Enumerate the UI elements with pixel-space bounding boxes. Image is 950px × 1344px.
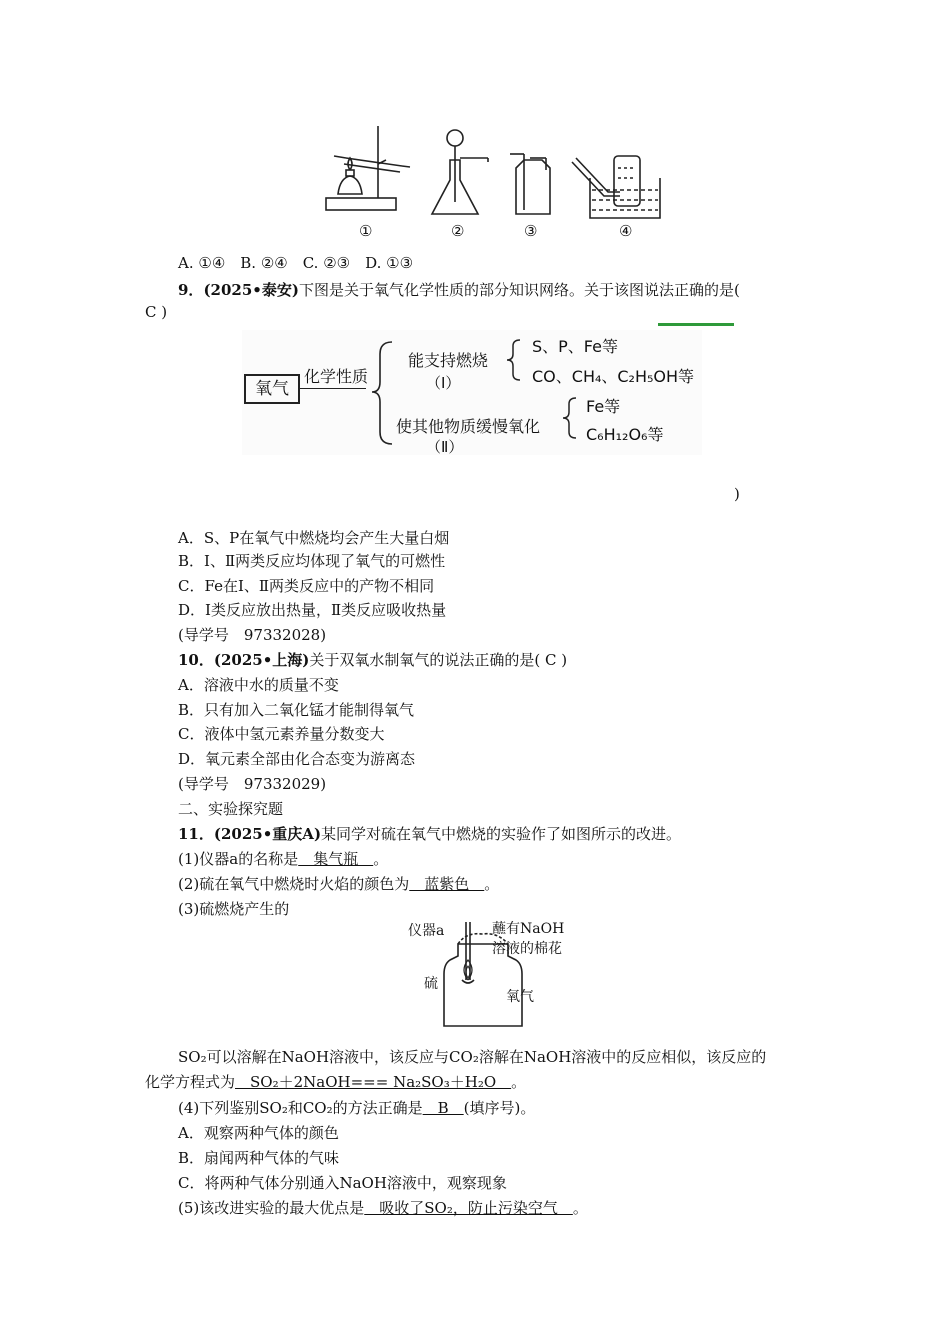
q11-part2: [178, 874, 499, 894]
q10-option-a: A．溶液中水的质量不变: [178, 676, 339, 694]
q11-part3-line1: [178, 1047, 766, 1067]
q11-part5: [178, 1198, 588, 1218]
q11-part1-text: (1)仪器a的名称是: [178, 850, 299, 868]
q11-part1: [178, 849, 388, 869]
branch2-num: （Ⅱ）: [426, 438, 464, 456]
apparatus-label-4: ④: [619, 222, 633, 240]
q11-part3-answer: SO₂＋2NaOH=== Na₂SO₃＋H₂O: [235, 1073, 512, 1091]
label-sulfur: 硫: [424, 976, 438, 992]
q11-part5-answer: 吸收了SO₂，防止污染空气: [364, 1199, 573, 1217]
apparatus-label-3: ③: [524, 222, 538, 240]
q11-part4-option-c: C．将两种气体分别通入NaOH溶液中，观察现象: [178, 1174, 507, 1192]
q11-part1-answer: 集气瓶: [298, 850, 374, 868]
q10-option-d: D．氧元素全部由化合态变为游离态: [178, 750, 416, 768]
branch2-title: 使其他物质缓慢氧化: [396, 417, 541, 436]
q9-close-paren: ): [734, 485, 740, 503]
branch2-item2: C₆H₁₂O₆等: [586, 425, 664, 444]
q11-part3-text2: 化学方程式为: [145, 1073, 236, 1091]
branch2-item1: Fe等: [586, 397, 621, 416]
apparatus-figure: [320, 120, 710, 245]
branch1-item2: CO、CH₄、C₂H₅OH等: [532, 367, 695, 386]
q11-stem: [178, 824, 681, 844]
q10-option-c: C．液体中氢元素养量分数变大: [178, 725, 385, 743]
q10-option-b: B．只有加入二氧化锰才能制得氧气: [178, 701, 415, 719]
oxygen-box: 氧气: [244, 374, 300, 404]
q11-part5-end: 。: [572, 1199, 588, 1217]
q9-text: 下图是关于氧气化学性质的部分知识网络。关于该图说法正确的是(: [298, 281, 740, 299]
label-cotton-1: 蘸有NaOH: [492, 921, 565, 937]
q11-part4: [178, 1098, 535, 1118]
q11-part4-text: (4)下列鉴别SO₂和CO₂的方法正确是: [178, 1099, 423, 1117]
q10-stem: [178, 650, 567, 670]
q10-text: 关于双氧水制氧气的说法正确的是( C ): [309, 651, 568, 669]
q11-part5-text: (5)该改进实验的最大优点是: [178, 1199, 365, 1217]
q11-part2-end: 。: [484, 875, 500, 893]
q8-options: A. ①④ B. ②④ C. ②③ D. ①③: [178, 254, 414, 272]
q11-part4-answer: B: [422, 1099, 464, 1117]
brace-branch2: [560, 396, 580, 440]
q9-answer: C ): [145, 303, 168, 321]
section-heading: 二、实验探究题: [178, 800, 284, 818]
q9-source: (2025•泰安): [203, 281, 299, 299]
apparatus-label-1: ①: [359, 222, 373, 240]
label-cotton-2: 溶液的棉花: [492, 941, 562, 957]
q9-number: 9．: [178, 281, 204, 299]
brace-branch1: [504, 338, 524, 382]
label-instrument-a: 仪器a: [408, 923, 445, 939]
label-oxygen: 氧气: [506, 989, 534, 1005]
q11-source: (2025•重庆A): [213, 825, 322, 843]
q11-part3-line2: [145, 1072, 526, 1092]
q9-option-c: C．Fe在Ⅰ、Ⅱ两类反应中的产物不相同: [178, 577, 435, 595]
q9-option-d: D．Ⅰ类反应放出热量，Ⅱ类反应吸收热量: [178, 601, 447, 619]
branch1-num: （Ⅰ）: [426, 374, 461, 392]
q10-source: (2025•上海): [213, 651, 310, 669]
q11-part2-text: (2)硫在氧气中燃烧时火焰的颜色为: [178, 875, 410, 893]
chem-prop-label: 化学性质: [304, 367, 369, 386]
q11-part4-option-b: B．扇闻两种气体的气味: [178, 1149, 340, 1167]
connector-line: [298, 388, 366, 389]
q10-guide-number: (导学号 97332029): [178, 775, 327, 793]
q11-part2-answer: 蓝紫色: [409, 875, 485, 893]
q9-option-a: A．S、P在氧气中燃烧均会产生大量白烟: [178, 529, 450, 547]
green-accent-bar: [658, 323, 734, 326]
apparatus-label-2: ②: [451, 222, 465, 240]
q11-part3-so2: SO₂: [178, 1048, 207, 1066]
q11-number: 11．: [178, 825, 214, 843]
knowledge-network-diagram: [242, 330, 702, 455]
brace-main: [368, 338, 398, 448]
q11-text: 某同学对硫在氧气中燃烧的实验作了如图所示的改进。: [321, 825, 682, 843]
branch1-title: 能支持燃烧: [408, 351, 489, 370]
q11-part3-text1: 可以溶解在NaOH溶液中，该反应与CO₂溶解在NaOH溶液中的反应相似，该反应的: [206, 1048, 767, 1066]
q11-part3-start: (3)硫燃烧产生的: [178, 900, 290, 918]
branch1-item1: S、P、Fe等: [532, 337, 618, 356]
q11-part3-end: 。: [511, 1073, 527, 1091]
q9-option-b: B．Ⅰ、Ⅱ两类反应均体现了氧气的可燃性: [178, 552, 446, 570]
q10-number: 10．: [178, 651, 214, 669]
q11-part1-end: 。: [373, 850, 389, 868]
q11-part4-option-a: A．观察两种气体的颜色: [178, 1124, 339, 1142]
q11-part4-end: (填序号)。: [463, 1099, 536, 1117]
q9-stem: [178, 280, 740, 300]
q9-guide-number: (导学号 97332028): [178, 626, 327, 644]
